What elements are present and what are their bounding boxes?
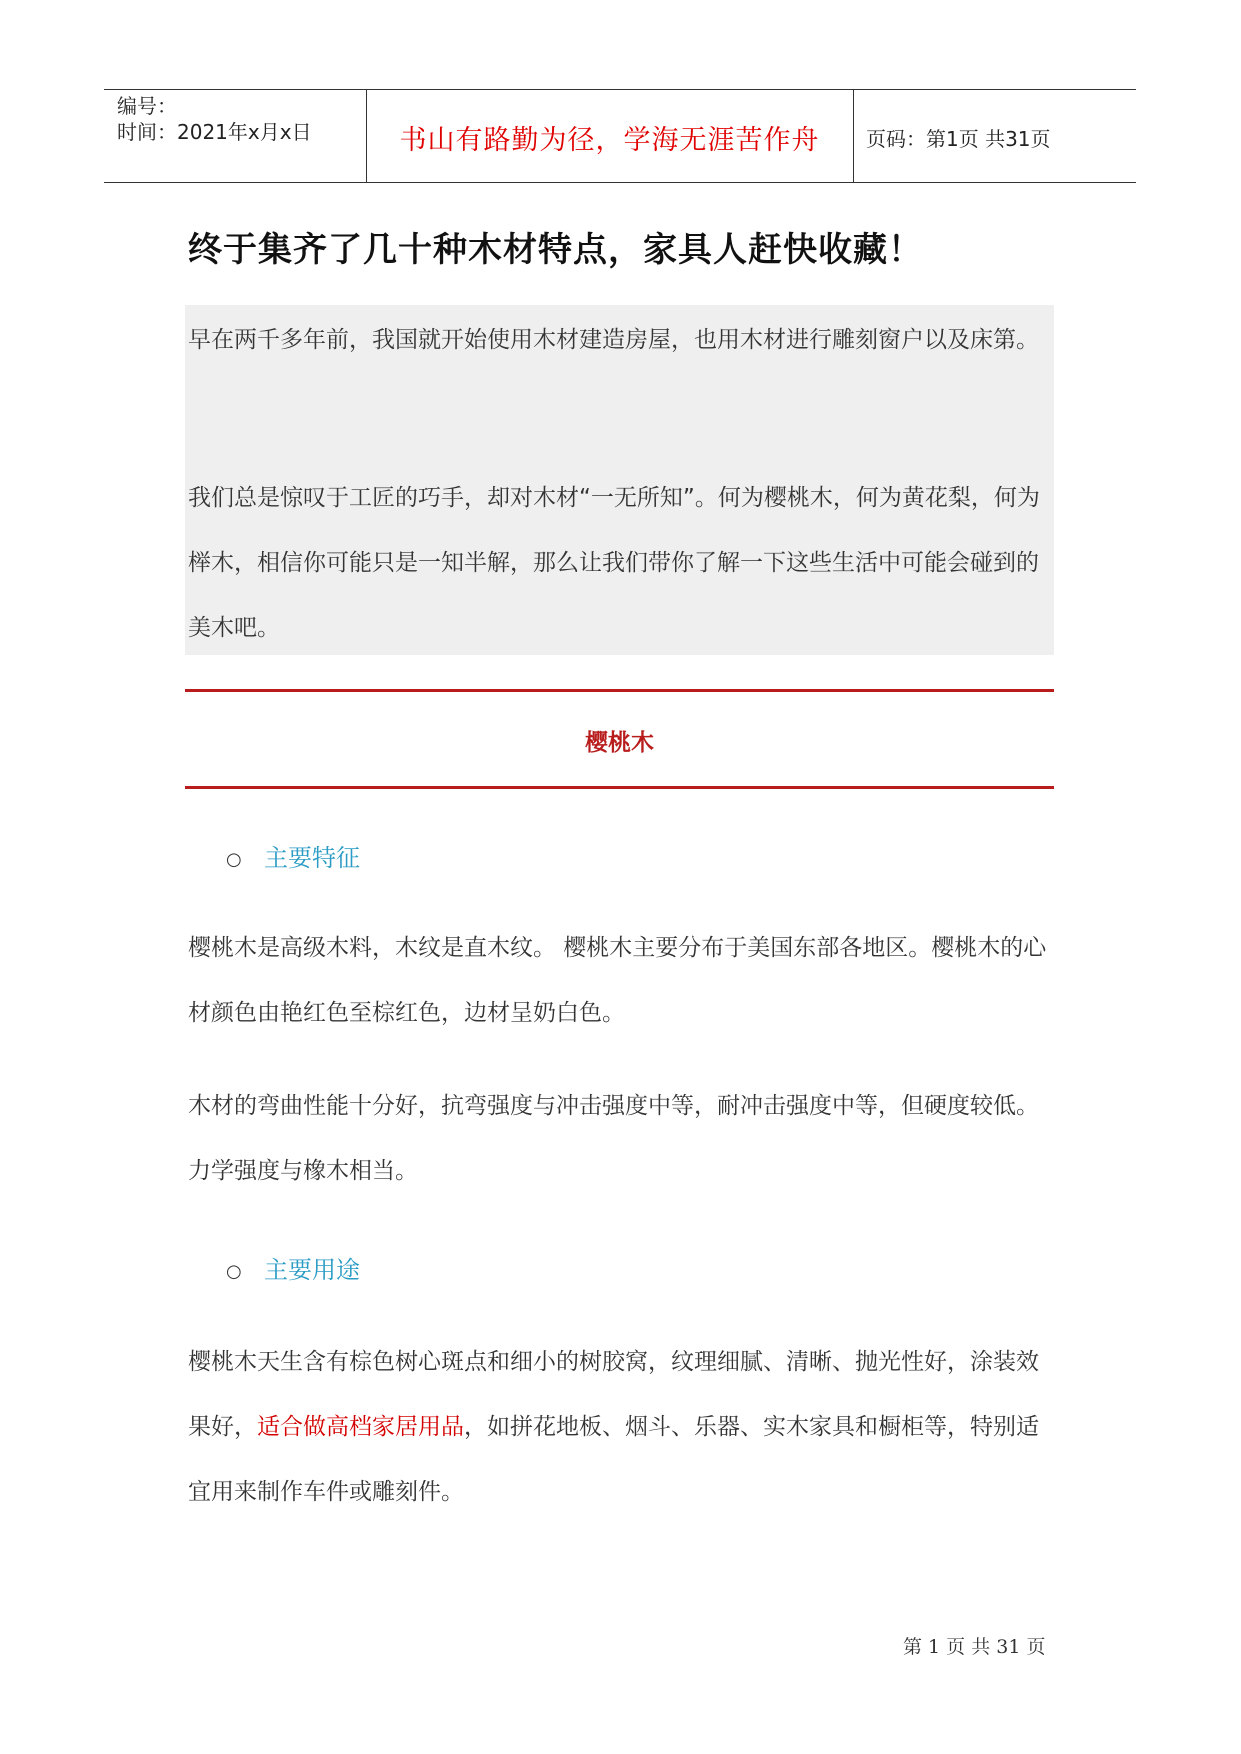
- use-heading: [226, 1250, 360, 1285]
- circle-bullet-icon: ○: [226, 848, 242, 870]
- use-text: ，如拼花地板、烟斗、乐器、实木家具和橱柜等，特别适宜用来制作车件或雕刻件。: [188, 1414, 1039, 1505]
- intro-paragraph: 我们总是惊叹于工匠的巧手，却对木材“一无所知”。何为樱桃木，何为黄花梨，何为榉木，相信你可能只是一知半解，那么让我们带你了解一下这些生活中可能会碰到的美木吧。: [188, 485, 1040, 641]
- use-highlight: 适合做高档家居用品: [257, 1414, 464, 1440]
- section-divider-bottom: [185, 786, 1054, 789]
- serial-label: 编号：: [117, 94, 177, 118]
- feature-heading: [226, 838, 360, 873]
- use-heading-label: 主要用途: [264, 1256, 360, 1284]
- use-paragraph: [188, 1330, 1058, 1525]
- footer-page-number: 第 1 页 共 31 页: [903, 1636, 1046, 1658]
- section-divider-top: [185, 689, 1054, 692]
- feature-heading-label: 主要特征: [264, 844, 360, 872]
- page-header: [104, 89, 1136, 183]
- motto: 书山有路勤为径，学海无涯苦作舟: [399, 125, 820, 156]
- feature-paragraph: 木材的弯曲性能十分好，抗弯强度与冲击强度中等，耐冲击强度中等，但硬度较低。力学强度与橡木相当。: [188, 1093, 1039, 1184]
- date-label: 时间：2021年x月x日: [117, 120, 312, 144]
- article-title: 终于集齐了几十种木材特点，家具人赶快收藏！: [188, 230, 923, 270]
- circle-bullet-icon: ○: [226, 1260, 242, 1282]
- use-text: 樱桃木天生含有棕色树心斑点和细小的树胶窝，纹理细腻、清晰、抛光性好，涂装效果好，: [188, 1349, 1039, 1440]
- section-title: 樱桃木: [585, 730, 654, 756]
- header-page-info: 页码：第1页 共31页: [866, 127, 1051, 151]
- header-divider: [853, 90, 854, 182]
- feature-paragraph: 樱桃木是高级木料，木纹是直木纹。 樱桃木主要分布于美国东部各地区。樱桃木的心材颜色由艳红色至棕红色，边材呈奶白色。: [188, 935, 1047, 1026]
- intro-paragraph: 早在两千多年前，我国就开始使用木材建造房屋，也用木材进行雕刻窗户以及床第。: [188, 327, 1039, 353]
